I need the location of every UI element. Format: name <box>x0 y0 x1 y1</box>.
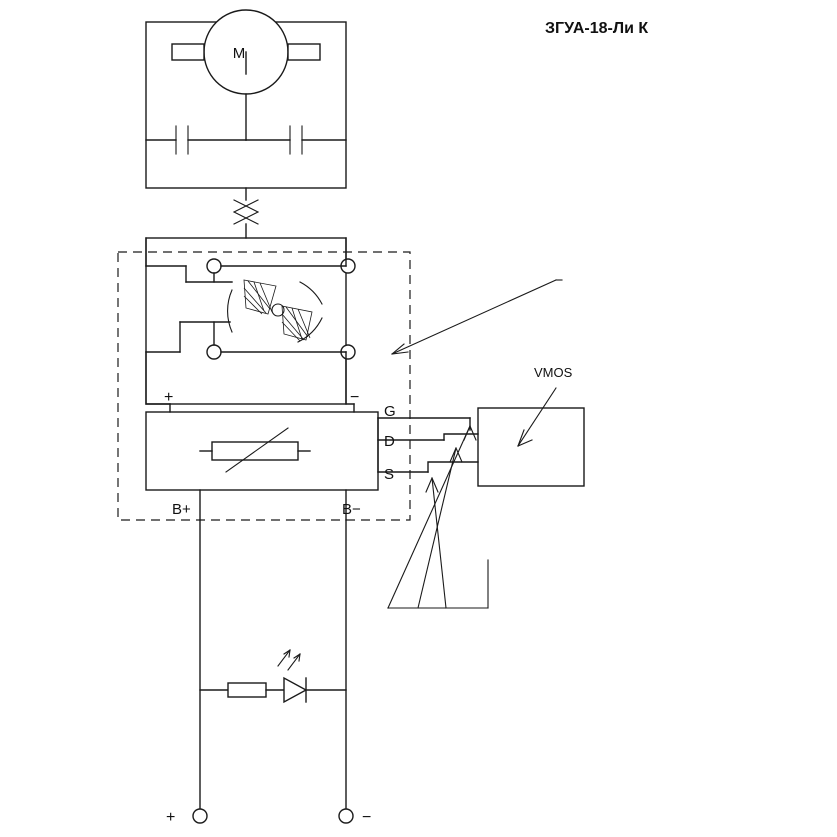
motor-label: M <box>232 45 246 62</box>
output-section <box>193 520 353 823</box>
twisted-pair-connector <box>234 200 258 238</box>
diagram-title: ЗГУА-18-Ли К <box>545 20 649 37</box>
b-plus-label: B+ <box>172 501 191 518</box>
vmos-label: VMOS <box>534 365 573 380</box>
enclosure-callout-arrow <box>392 280 562 354</box>
brush-sector-upper <box>244 280 276 314</box>
drain-label: D <box>384 433 395 450</box>
brush-sector-lower <box>282 306 312 341</box>
output-plus-label: + <box>166 809 176 826</box>
contactor-block <box>146 238 355 404</box>
source-label: S <box>384 466 395 483</box>
output-minus-label: − <box>362 809 372 826</box>
motor-assembly <box>146 10 346 200</box>
board-minus-label: − <box>350 389 360 406</box>
b-minus-label: B− <box>342 501 361 518</box>
gate-label: G <box>384 403 396 420</box>
interconnects <box>146 238 354 404</box>
vmos-lead-callouts <box>388 426 488 608</box>
board-plus-label: + <box>164 389 174 406</box>
vmos-module <box>378 388 584 486</box>
